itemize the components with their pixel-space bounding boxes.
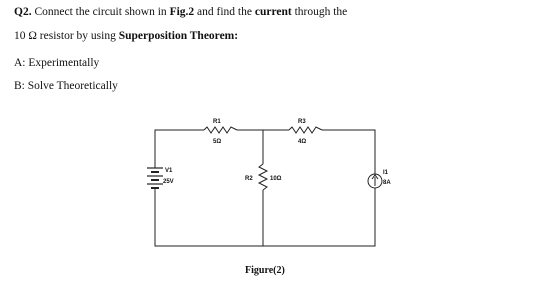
wire-left-down — [155, 188, 375, 246]
wire-top-left — [155, 130, 204, 138]
r3-name: R3 — [298, 119, 306, 125]
r3-value: 4Ω — [298, 139, 307, 145]
v1-name: V1 — [165, 168, 173, 174]
figure-caption: Figure(2) — [245, 265, 285, 276]
r2-value: 10Ω — [270, 176, 282, 182]
i1-value: 8A — [383, 180, 391, 186]
figure-reference: Fig.2 — [169, 6, 195, 18]
question-number: Q2. — [14, 6, 32, 18]
r2-zigzag — [259, 164, 267, 190]
question-text-2: and find the — [197, 6, 252, 18]
part-b: B: Solve Theoretically — [14, 80, 118, 92]
question-text-1: Connect the circuit shown in — [34, 6, 167, 18]
current-keyword: current — [254, 6, 292, 18]
theorem-name: Superposition Theorem: — [118, 30, 239, 42]
r2-name: R2 — [245, 176, 253, 182]
v1-value: 25V — [163, 179, 174, 185]
i1-name: I1 — [383, 170, 389, 176]
part-a: A: Experimentally — [14, 57, 100, 69]
r1-value: 5Ω — [213, 139, 222, 145]
v1-battery — [147, 168, 163, 195]
r1-name: R1 — [213, 119, 221, 125]
wire-top-right — [322, 130, 375, 175]
r3-zigzag — [289, 127, 322, 133]
question-text-3: through the — [294, 6, 348, 18]
question-text-4: 10 Ω resistor by using — [14, 30, 116, 42]
r1-zigzag — [204, 127, 237, 133]
